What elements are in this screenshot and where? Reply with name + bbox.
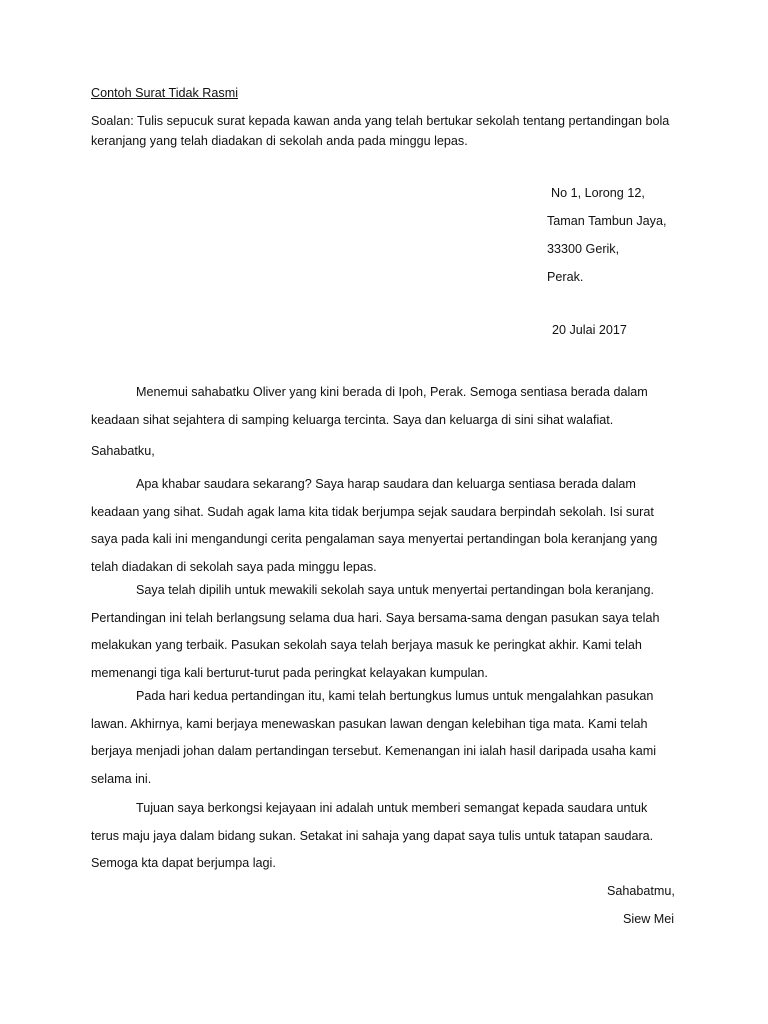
paragraph-line: selama ini. [91, 771, 152, 786]
body-paragraph-4 [91, 800, 691, 883]
paragraph-line: Tujuan saya berkongsi kejayaan ini adalah untuk memberi semangat kepada saudara untuk [136, 801, 648, 815]
letter-date: 20 Julai 2017 [552, 323, 627, 337]
closing-salutation: Sahabatmu, [607, 884, 675, 898]
address-line: Perak. [547, 270, 584, 284]
paragraph-line: saya pada kali ini mengandungi cerita pengalaman saya menyertai pertandingan bola keranjang yang [91, 532, 658, 546]
address-line: Taman Tambun Jaya, [547, 214, 667, 228]
opening-paragraph [91, 384, 691, 439]
paragraph-line: lawan. Akhirnya, kami berjaya menewaskan pasukan lawan dengan kelebihan tiga mata. Kami telah [91, 716, 648, 731]
question-line: Soalan: Tulis sepucuk surat kepada kawan anda yang telah bertukar sekolah tentang pertandingan bola [91, 114, 670, 128]
paragraph-line: Saya telah dipilih untuk mewakili sekolah saya untuk menyertai pertandingan bola keranjang. [136, 583, 655, 597]
paragraph-line: Apa khabar saudara sekarang? Saya harap saudara dan keluarga sentiasa berada dalam [136, 477, 636, 491]
paragraph-line: berjaya menjadi johan dalam pertandingan tersebut. Kemenangan ini ialah hasil daripada usaha kami [91, 744, 656, 758]
paragraph-line: melakukan yang terbaik. Pasukan sekolah saya telah berjaya masuk ke peringkat akhir. Kami telah [91, 638, 642, 652]
paragraph-line: keadaan sihat sejahtera di samping keluarga tercinta. Saya dan keluarga di sini sihat walafiat. [91, 412, 614, 427]
body-paragraph-2 [91, 582, 691, 692]
paragraph-line: memenangi tiga kali berturut-turut pada peringkat kelayakan kumpulan. [91, 665, 488, 680]
paragraph-line: Pertandingan ini telah berlangsung selama dua hari. Saya bersama-sama dengan pasukan saya telah [91, 610, 660, 625]
paragraph-line: keadaan yang sihat. Sudah agak lama kita tidak berjumpa sejak saudara berpindah sekolah. Isi surat [91, 504, 654, 519]
paragraph-line: Pada hari kedua pertandingan itu, kami telah bertungkus lumus untuk mengalahkan pasukan [136, 689, 654, 703]
address-line: No 1, Lorong 12, [551, 186, 645, 200]
signature-name: Siew Mei [623, 912, 675, 926]
paragraph-line: Semoga kta dapat berjumpa lagi. [91, 856, 276, 870]
paragraph-line: Menemui sahabatku Oliver yang kini berada di Ipoh, Perak. Semoga sentiasa berada dalam [136, 385, 648, 399]
paragraph-line: terus maju jaya dalam bidang sukan. Setakat ini sahaja yang dapat saya tulis untuk tatapan saudara. [91, 828, 654, 843]
body-paragraph-1 [91, 476, 691, 586]
document-title: Contoh Surat Tidak Rasmi [91, 86, 238, 100]
paragraph-line: telah diadakan di sekolah saya pada minggu lepas. [91, 559, 377, 574]
body-paragraph-3 [91, 688, 691, 798]
greeting: Sahabatku, [91, 444, 155, 458]
address-line: 33300 Gerik, [547, 242, 620, 256]
question-line: keranjang yang telah diadakan di sekolah anda pada minggu lepas. [91, 134, 468, 148]
